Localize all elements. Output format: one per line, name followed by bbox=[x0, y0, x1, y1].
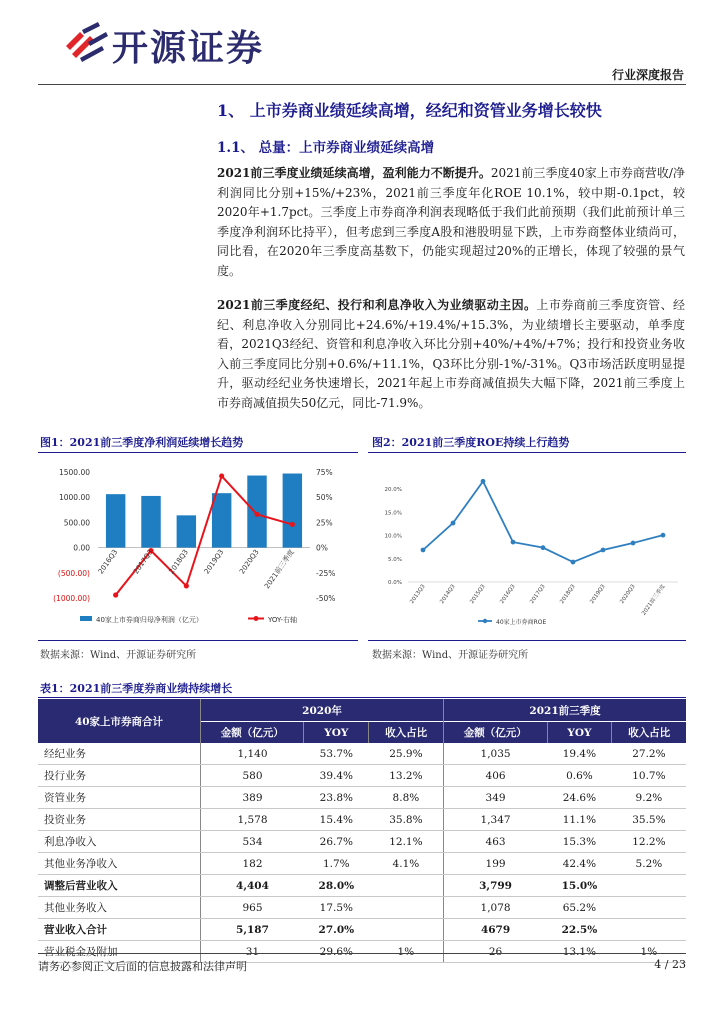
table-row bbox=[38, 875, 686, 897]
right-axis-tick: 0% bbox=[316, 543, 328, 553]
bar bbox=[212, 493, 231, 547]
figure1-chart bbox=[38, 456, 358, 638]
table-row bbox=[38, 919, 686, 941]
category-label: 2018Q3 bbox=[559, 583, 577, 606]
table-cell: 389 bbox=[201, 787, 304, 809]
table-cell: 4,404 bbox=[201, 875, 304, 897]
category-label: 2021前三季度 bbox=[641, 583, 667, 617]
table-cell: 1% bbox=[612, 941, 686, 963]
table-cell: 27.0% bbox=[304, 919, 369, 941]
roe-point bbox=[601, 548, 606, 553]
figure2-source: 数据来源：Wind、开源证券研究所 bbox=[372, 650, 529, 661]
table-row bbox=[38, 809, 686, 831]
table-row bbox=[38, 765, 686, 787]
table-cell: 23.8% bbox=[304, 787, 369, 809]
legend-line-label: YOY-右轴 bbox=[268, 616, 297, 624]
table1-rule bbox=[38, 697, 686, 698]
legend-line-marker bbox=[254, 616, 259, 621]
table-cell: 22.5% bbox=[547, 919, 612, 941]
table-row bbox=[38, 853, 686, 875]
left-axis-tick: (1000.00) bbox=[53, 594, 90, 603]
category-label: 2017Q3 bbox=[529, 583, 547, 606]
table1-col-header: 金额（亿元） bbox=[201, 722, 304, 744]
category-label: 2016Q3 bbox=[499, 583, 517, 606]
table-cell: 15.4% bbox=[304, 809, 369, 831]
table-cell: 15.0% bbox=[547, 875, 612, 897]
left-axis-tick: 1500.00 bbox=[58, 468, 90, 477]
yoy-point bbox=[254, 512, 259, 517]
table-cell: 0.6% bbox=[547, 765, 612, 787]
table-cell: 13.1% bbox=[547, 941, 612, 963]
table-cell: 1.7% bbox=[304, 853, 369, 875]
roe-point bbox=[541, 545, 546, 550]
y-axis-tick: 20.0% bbox=[384, 487, 402, 494]
paragraph-2-lead: 2021前三季度经纪、投行和利息净收入为业绩驱动主因。 bbox=[217, 298, 537, 312]
table1-corner-header: 40家上市券商合计 bbox=[38, 699, 201, 743]
legend-marker bbox=[483, 619, 487, 623]
table-cell bbox=[612, 919, 686, 941]
row-label: 经纪业务 bbox=[38, 743, 201, 765]
table1-col-header: 金额（亿元） bbox=[444, 722, 547, 744]
table-cell: 1,035 bbox=[444, 743, 547, 765]
table-row bbox=[38, 743, 686, 765]
table-cell: 25.9% bbox=[369, 743, 444, 765]
subsection-heading: 1.1、 总量：上市券商业绩延续高增 bbox=[217, 140, 435, 156]
category-label: 2021前三季度 bbox=[263, 548, 296, 591]
section-heading: 1、 上市券商业绩延续高增，经纪和资管业务增长较快 bbox=[217, 101, 602, 120]
table-cell: 4.1% bbox=[369, 853, 444, 875]
table-cell: 182 bbox=[201, 853, 304, 875]
table-row bbox=[38, 787, 686, 809]
row-label: 利息净收入 bbox=[38, 831, 201, 853]
right-axis-tick: 50% bbox=[316, 493, 333, 503]
right-axis-tick: 25% bbox=[316, 518, 333, 528]
row-label: 投行业务 bbox=[38, 765, 201, 787]
table1-group-header: 2021前三季度 bbox=[444, 699, 686, 722]
table-cell bbox=[612, 875, 686, 897]
legend-bar-swatch bbox=[80, 616, 92, 621]
bar bbox=[106, 494, 125, 547]
table-cell: 26 bbox=[444, 941, 547, 963]
table-cell: 8.8% bbox=[369, 787, 444, 809]
paragraph-1-body: 2021前三季度40家上市券商营收/净利润同比分别+15%/+23%，2021前三季度年化ROE 10.1%，较中期-0.1pct，较2020年+1.7pct。三季度上市券商净利润表现略低于我们此前预期（我们此前预计单三季度净利润环比持平），但考虑到三季度A股和港股明显下跌，上市券商整体业绩尚可，同比看，在2020年三季度高基数下，仍能实现超过20%的正增长，体现了较强的景气度。 bbox=[217, 166, 685, 278]
roe-point bbox=[511, 540, 516, 545]
roe-point bbox=[661, 533, 666, 538]
table-cell: 35.5% bbox=[612, 809, 686, 831]
row-label: 营业税金及附加 bbox=[38, 941, 201, 963]
table-cell: 5,187 bbox=[201, 919, 304, 941]
table1-title: 表1：2021前三季度券商业绩持续增长 bbox=[40, 682, 233, 695]
left-axis-tick: 1000.00 bbox=[58, 493, 90, 503]
table-cell: 17.5% bbox=[304, 897, 369, 919]
table-cell bbox=[369, 919, 444, 941]
table-cell: 349 bbox=[444, 787, 547, 809]
page-number: 4 / 23 bbox=[654, 958, 686, 971]
table-cell: 65.2% bbox=[547, 897, 612, 919]
bar bbox=[247, 476, 266, 548]
table-row bbox=[38, 831, 686, 853]
table-cell bbox=[612, 897, 686, 919]
table-cell: 965 bbox=[201, 897, 304, 919]
table-cell: 11.1% bbox=[547, 809, 612, 831]
figure2-rule bbox=[368, 452, 686, 453]
legend-bar-label: 40家上市券商归母净利润（亿元） bbox=[96, 616, 203, 624]
table-cell: 42.4% bbox=[547, 853, 612, 875]
table-cell: 15.3% bbox=[547, 831, 612, 853]
figure2-title: 图2：2021前三季度ROE持续上行趋势 bbox=[372, 436, 570, 449]
table-cell: 19.4% bbox=[547, 743, 612, 765]
table-cell: 12.2% bbox=[612, 831, 686, 853]
table-cell: 53.7% bbox=[304, 743, 369, 765]
roe-point bbox=[481, 479, 486, 484]
table-cell: 5.2% bbox=[612, 853, 686, 875]
right-axis-tick: 75% bbox=[316, 468, 333, 477]
category-label: 2018Q3 bbox=[167, 548, 190, 576]
roe-point bbox=[421, 548, 426, 553]
category-label: 2020Q3 bbox=[619, 583, 637, 606]
table-cell: 1,140 bbox=[201, 743, 304, 765]
category-label: 2014Q3 bbox=[439, 583, 457, 606]
table-cell: 12.1% bbox=[369, 831, 444, 853]
figure1-source: 数据来源：Wind、开源证券研究所 bbox=[40, 650, 197, 661]
table-cell: 35.8% bbox=[369, 809, 444, 831]
right-axis-tick: -50% bbox=[316, 594, 336, 603]
bar bbox=[177, 515, 196, 547]
brand-name: 开源证券 bbox=[112, 28, 265, 69]
table-cell: 28.0% bbox=[304, 875, 369, 897]
table-cell: 199 bbox=[444, 853, 547, 875]
table-cell: 31 bbox=[201, 941, 304, 963]
category-label: 2017Q3 bbox=[132, 548, 155, 576]
legend-label: 40家上市券商ROE bbox=[496, 619, 547, 626]
table-cell: 1% bbox=[369, 941, 444, 963]
table-cell bbox=[369, 875, 444, 897]
table-cell: 406 bbox=[444, 765, 547, 787]
bar bbox=[141, 496, 160, 548]
table1-col-header: YOY bbox=[304, 722, 369, 744]
yoy-point bbox=[219, 473, 224, 478]
table-cell: 39.4% bbox=[304, 765, 369, 787]
table-cell: 10.7% bbox=[612, 765, 686, 787]
category-label: 2015Q3 bbox=[469, 583, 487, 606]
table-cell: 1,078 bbox=[444, 897, 547, 919]
right-axis-tick: -25% bbox=[316, 568, 336, 578]
row-label: 资管业务 bbox=[38, 787, 201, 809]
roe-point bbox=[571, 560, 576, 565]
header-rule bbox=[38, 84, 686, 85]
table1 bbox=[38, 699, 686, 963]
table-cell: 1,347 bbox=[444, 809, 547, 831]
table-cell bbox=[369, 897, 444, 919]
paragraph-2-body: 上市券商前三季度资管、经纪、利息净收入分别同比+24.6%/+19.4%/+15.3%，为业绩增长主要驱动，单季度看，2021Q3经纪、资管和利息净收入环比分别+40%/+4%/+7%；投行和投资业务收入前三季度同比分别+0.6%/+11.1%，Q3环比分别-1%/-31%。Q3市场活跃度明显提升，驱动经纪业务快速增长，2021年起上市券商减值损失大幅下降，2021前三季度上市券商减值损失50亿元，同比-71.9%。 bbox=[217, 298, 685, 410]
table-cell: 3,799 bbox=[444, 875, 547, 897]
table-cell: 4679 bbox=[444, 919, 547, 941]
category-label: 2016Q3 bbox=[96, 548, 120, 576]
report-type: 行业深度报告 bbox=[611, 68, 684, 82]
left-axis-tick: 0.00 bbox=[73, 543, 90, 553]
brand-logo bbox=[62, 18, 112, 68]
row-label: 调整后营业收入 bbox=[38, 875, 201, 897]
figure2-chart bbox=[368, 456, 686, 638]
table-cell: 27.2% bbox=[612, 743, 686, 765]
bar bbox=[283, 474, 302, 548]
yoy-point bbox=[113, 592, 118, 597]
y-axis-tick: 10.0% bbox=[384, 533, 402, 540]
figure1-rule bbox=[38, 452, 358, 453]
paragraph-1-lead: 2021前三季度业绩延续高增，盈利能力不断提升。 bbox=[217, 166, 491, 180]
figure1-title: 图1：2021前三季度净利润延续增长趋势 bbox=[40, 436, 244, 449]
table-cell: 1,578 bbox=[201, 809, 304, 831]
paragraph-2 bbox=[217, 296, 685, 414]
table-cell: 26.7% bbox=[304, 831, 369, 853]
left-axis-tick: 500.00 bbox=[63, 518, 90, 528]
figure1-bottom-rule bbox=[38, 640, 358, 641]
footer-disclaimer: 请务必参阅正文后面的信息披露和法律声明 bbox=[38, 960, 247, 973]
table-cell: 463 bbox=[444, 831, 547, 853]
figure2-bottom-rule bbox=[368, 640, 686, 641]
row-label: 其他业务收入 bbox=[38, 897, 201, 919]
row-label: 投资业务 bbox=[38, 809, 201, 831]
category-label: 2019Q3 bbox=[589, 583, 607, 606]
y-axis-tick: 0.0% bbox=[388, 580, 402, 586]
table-cell: 580 bbox=[201, 765, 304, 787]
yoy-point bbox=[290, 522, 295, 527]
footer-rule bbox=[38, 953, 686, 954]
table1-col-header: 收入占比 bbox=[612, 722, 686, 744]
table1-col-header: YOY bbox=[547, 722, 612, 744]
paragraph-1 bbox=[217, 164, 685, 282]
category-label: 2019Q3 bbox=[202, 548, 226, 576]
table-row bbox=[38, 897, 686, 919]
y-axis-tick: 5.0% bbox=[388, 556, 402, 563]
left-axis-tick: (500.00) bbox=[57, 568, 90, 578]
row-label: 营业收入合计 bbox=[38, 919, 201, 941]
table-cell: 29.6% bbox=[304, 941, 369, 963]
table-cell: 9.2% bbox=[612, 787, 686, 809]
y-axis-tick: 15.0% bbox=[384, 510, 402, 517]
row-label: 其他业务净收入 bbox=[38, 853, 201, 875]
category-label: 2020Q3 bbox=[238, 548, 261, 576]
table-cell: 534 bbox=[201, 831, 304, 853]
roe-point bbox=[451, 521, 456, 526]
table1-group-header: 2020年 bbox=[201, 699, 444, 722]
table-cell: 13.2% bbox=[369, 765, 444, 787]
category-label: 2013Q3 bbox=[409, 583, 427, 606]
roe-point bbox=[631, 541, 636, 546]
yoy-point bbox=[184, 583, 189, 588]
table-cell: 24.6% bbox=[547, 787, 612, 809]
table1-col-header: 收入占比 bbox=[369, 722, 444, 744]
